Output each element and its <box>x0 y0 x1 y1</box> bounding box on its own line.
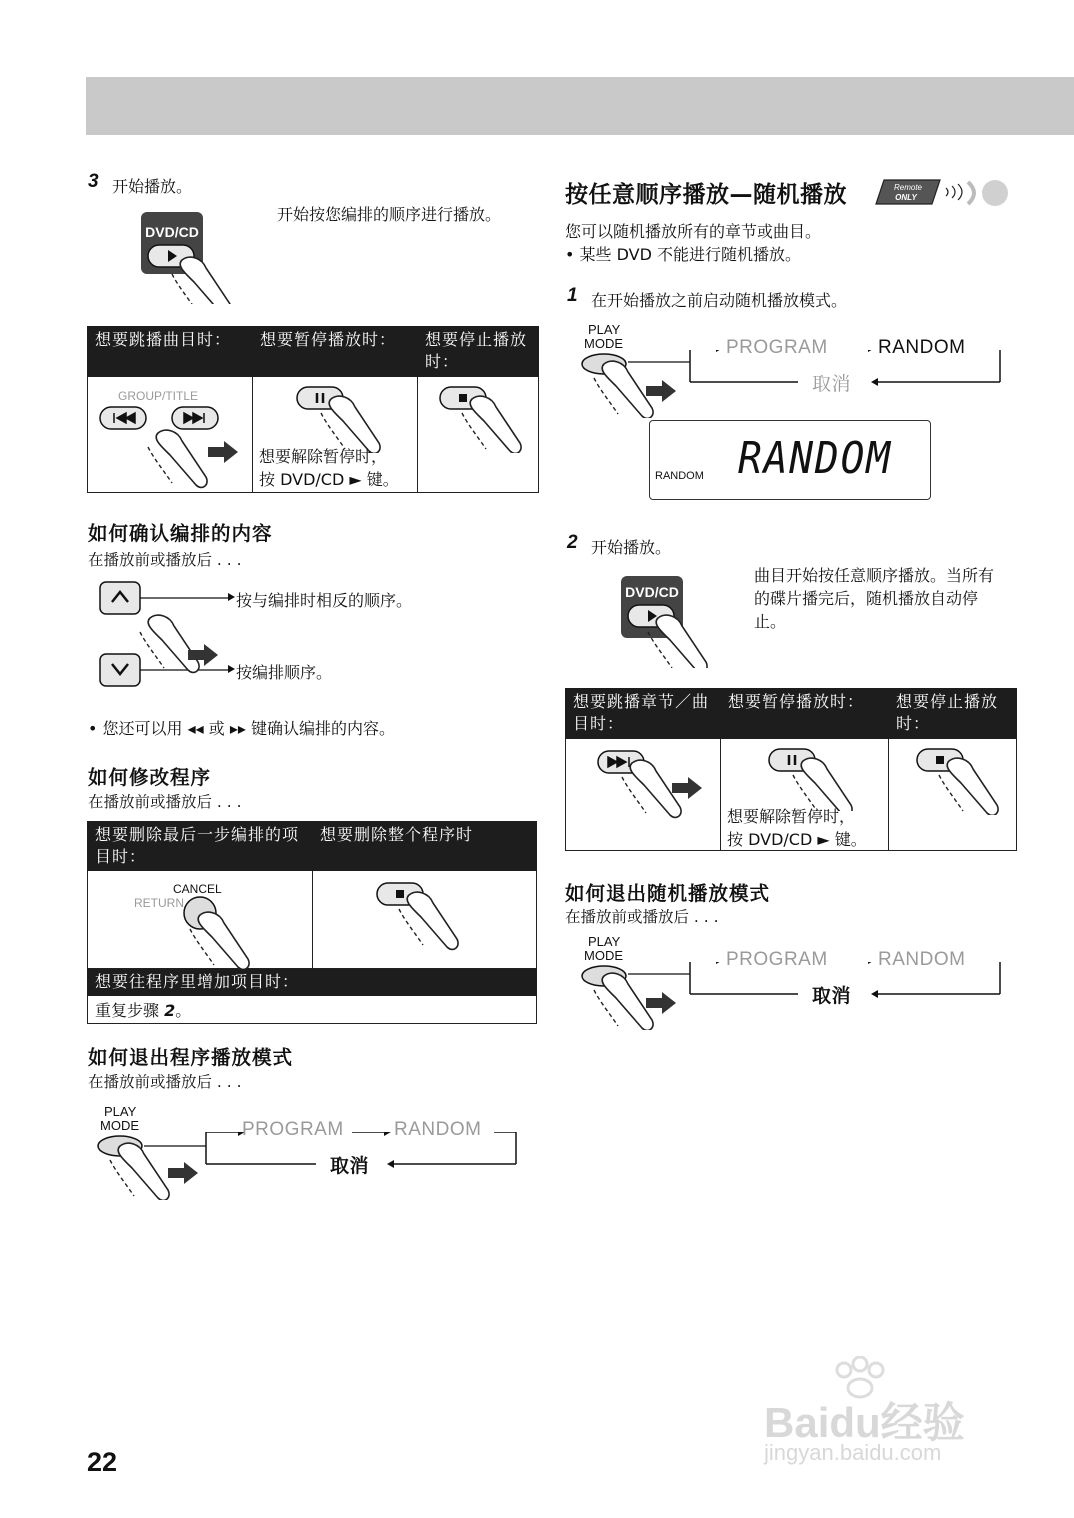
play-mode-flow-graphic[interactable] <box>576 962 1006 1030</box>
cancel-button-icon[interactable] <box>178 893 258 969</box>
page-number: 22 <box>87 1447 118 1477</box>
header-delete-last: 想要删除最后一步编排的项目时： <box>88 822 313 871</box>
group-title-label: GROUP/TITLE <box>118 389 199 403</box>
exit-random-title: 如何退出随机播放模式 <box>565 882 771 905</box>
stop-cell <box>418 377 539 493</box>
up-button-description: 按与编排时相反的顺序。 <box>236 591 413 610</box>
pause-note-line2: 按 DVD/CD ► 键。 <box>259 470 399 489</box>
remote-badge-line2: ONLY <box>895 193 917 202</box>
confirm-note: • 您还可以用 ◂◂ 或 ▸▸ 键确认编排的内容。 <box>88 719 395 738</box>
play-mode-label-2: MODE <box>100 1118 139 1133</box>
add-item-step-number: 2 <box>164 1001 176 1020</box>
dvdcd-button-icon <box>618 572 718 668</box>
header-skip: 想要跳播曲目时： <box>88 327 253 377</box>
flow-program-label: PROGRAM <box>726 337 828 358</box>
add-item-text: 重复步骤 <box>95 1001 165 1020</box>
play-mode-label-1: PLAY <box>104 1104 137 1119</box>
pause-button-icon[interactable] <box>293 383 393 453</box>
skip-cell <box>88 377 253 493</box>
remote-only-badge-icon <box>874 176 1012 210</box>
stop-cell <box>889 739 1017 851</box>
exit-random-flow <box>576 934 1006 1030</box>
header-stop: 想要停止播放时： <box>418 327 539 377</box>
flow-random-label: RANDOM <box>878 949 966 970</box>
flow-cancel-label: 取消 <box>330 1156 370 1177</box>
dvdcd-button-illustration[interactable] <box>618 572 718 668</box>
play-mode-label-1: PLAY <box>588 322 621 337</box>
random-section-title: 按任意顺序播放—随机播放 <box>565 182 847 208</box>
pause-note-line2: 按 DVD/CD ► 键。 <box>727 830 867 849</box>
modify-section-title: 如何修改程序 <box>88 766 212 789</box>
next-button-icon[interactable] <box>594 747 714 827</box>
step-3-description: 开始按您编排的顺序进行播放。 <box>277 205 502 224</box>
exit-program-title: 如何退出程序播放模式 <box>88 1046 294 1069</box>
stop-button-icon[interactable] <box>913 745 1013 815</box>
return-label: RETURN <box>134 896 184 910</box>
play-mode-label-2: MODE <box>584 336 623 351</box>
flow-random-label: RANDOM <box>878 337 966 358</box>
dvdcd-label: DVD/CD <box>625 584 679 600</box>
header-add-item: 想要往程序里增加项目时： <box>88 969 537 996</box>
up-arrow-tip <box>228 592 236 602</box>
pause-cell <box>721 739 889 851</box>
exit-program-subtitle: 在播放前或播放后 . . . <box>88 1073 242 1091</box>
header-delete-all: 想要删除整个程序时 <box>313 822 537 871</box>
step-2-label: 开始播放。 <box>591 538 672 557</box>
header-pause: 想要暂停播放时： <box>253 327 418 377</box>
header-stop: 想要停止播放时： <box>889 689 1017 739</box>
play-mode-flow-graphic[interactable] <box>576 350 1006 418</box>
watermark-brand: Baidu经验 <box>764 1399 965 1446</box>
random-mode-flow <box>576 322 1006 418</box>
play-mode-label-1: PLAY <box>588 934 621 949</box>
delete-last-cell <box>88 871 313 969</box>
random-intro-line2: • 某些 DVD 不能进行随机播放。 <box>565 245 802 264</box>
add-item-cell <box>88 996 537 1024</box>
step-1-label: 在开始播放之前启动随机播放模式。 <box>591 291 848 310</box>
random-intro-line1: 您可以随机播放所有的章节或曲目。 <box>565 222 822 241</box>
watermark-url: jingyan.baidu.com <box>764 1440 942 1465</box>
exit-program-flow <box>94 1104 524 1200</box>
stop-button-icon[interactable] <box>373 879 473 955</box>
pause-cell <box>253 377 418 493</box>
play-mode-flow-graphic[interactable] <box>94 1132 524 1200</box>
stop-button-icon[interactable] <box>436 383 536 453</box>
flow-cancel-label: 取消 <box>812 374 852 395</box>
baidu-watermark <box>760 1356 1020 1476</box>
random-operations-table <box>565 688 1017 851</box>
modify-section-subtitle: 在播放前或播放后 . . . <box>88 793 242 811</box>
flow-program-label: PROGRAM <box>242 1119 344 1140</box>
header-pause: 想要暂停播放时： <box>721 689 889 739</box>
flow-program-label: PROGRAM <box>726 949 828 970</box>
step-2-description: 曲目开始按任意顺序播放。当所有的碟片播完后，随机播放自动停止。 <box>754 566 995 631</box>
display-text: RANDOM <box>738 433 892 484</box>
dvdcd-button-illustration[interactable] <box>138 208 238 304</box>
step-2-number: 2 <box>567 532 578 553</box>
dvdcd-button-icon <box>138 208 238 304</box>
down-button-description: 按编排顺序。 <box>236 663 333 682</box>
flow-random-label: RANDOM <box>394 1119 482 1140</box>
header-skip: 想要跳播章节／曲目时： <box>566 689 721 739</box>
down-arrow-tip <box>228 664 236 674</box>
exit-random-subtitle: 在播放前或播放后 . . . <box>565 908 719 926</box>
delete-all-cell <box>313 871 537 969</box>
step-3-label: 开始播放。 <box>112 177 193 196</box>
pause-note-line1: 想要解除暂停时， <box>259 447 388 466</box>
step-1-number: 1 <box>567 285 578 306</box>
up-down-buttons-illustration[interactable] <box>96 578 236 690</box>
pause-button-icon[interactable] <box>765 745 865 811</box>
pause-note-line1: 想要解除暂停时， <box>727 807 856 826</box>
modify-program-table <box>87 821 537 1024</box>
confirm-section-subtitle: 在播放前或播放后 . . . <box>88 551 242 569</box>
step-3-number: 3 <box>88 171 99 192</box>
svg-text:DVD/CD: DVD/CD <box>145 224 199 240</box>
add-item-suffix: 。 <box>175 1001 192 1020</box>
flow-cancel-label: 取消 <box>812 986 852 1007</box>
play-mode-label-2: MODE <box>584 948 623 963</box>
skip-buttons-icon[interactable] <box>96 403 246 489</box>
remote-badge-line1: Remote <box>893 183 923 192</box>
skip-cell <box>566 739 721 851</box>
confirm-section-title: 如何确认编排的内容 <box>88 522 273 545</box>
header-bar <box>86 77 1074 135</box>
playback-operations-table <box>87 326 539 493</box>
display-panel <box>649 420 931 500</box>
cancel-label: CANCEL <box>173 882 222 896</box>
display-random-indicator: RANDOM <box>655 470 704 482</box>
